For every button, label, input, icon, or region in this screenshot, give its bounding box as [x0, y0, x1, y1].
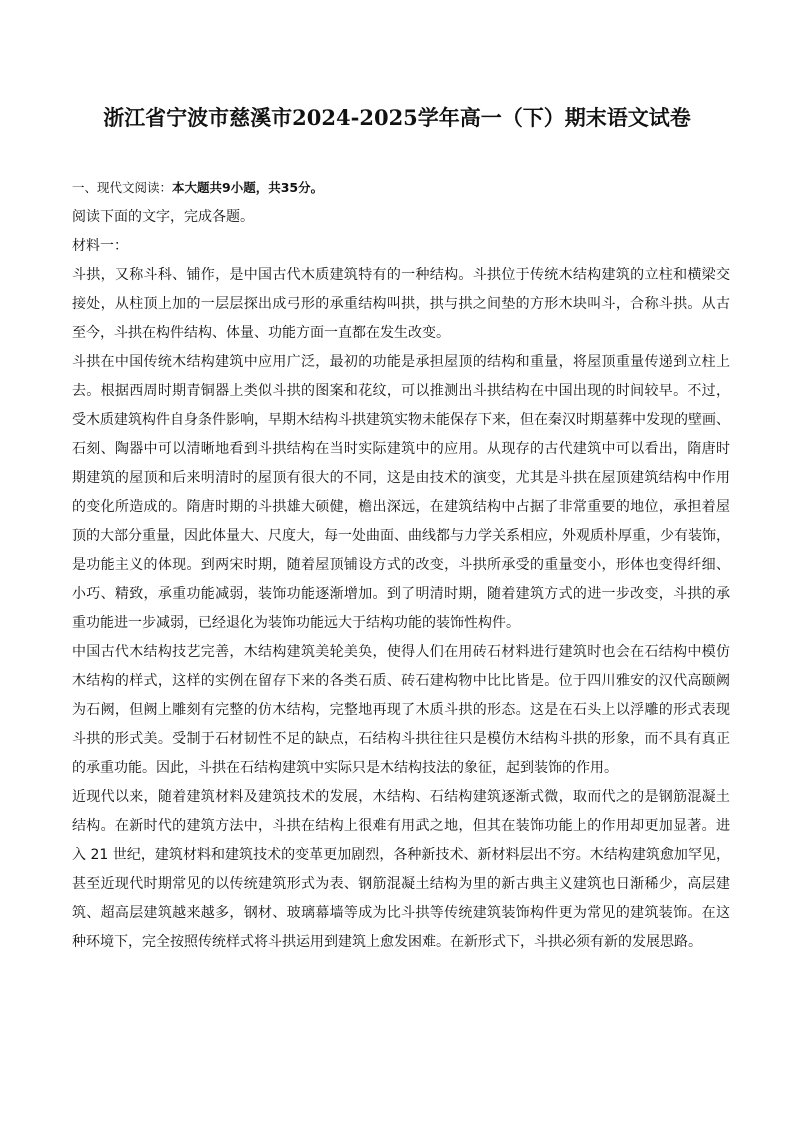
passage-line: 接处，从柱顶上加的一层层探出成弓形的承重结构叫拱，拱与拱之间垫的方形木块叫斗，合称斗拱。从古	[72, 296, 730, 312]
passage-line: 近现代以来，随着建筑材料及建筑技术的发展，木结构、石结构建筑逐渐式微，取而代之的是钢筋混凝土	[72, 789, 730, 805]
material-label: 材料一：	[72, 238, 128, 254]
page-title: 浙江省宁波市慈溪市2024-2025学年高一（下）期末语文试卷	[103, 105, 691, 130]
passage-line: 种环境下，完全按照传统样式将斗拱运用到建筑上愈发困难。在新形式下，斗拱必须有新的发展思路。	[72, 934, 702, 950]
section-heading	[72, 176, 730, 200]
instruction-text: 阅读下面的文字，完成各题。	[72, 209, 254, 225]
passage-line: 石刻、陶器中可以清晰地看到斗拱结构在当时实际建筑中的应用。从现存的古代建筑中可以看出，隋唐时	[72, 441, 730, 457]
passage-line: 顶的大部分重量，因此体量大、尺度大，每一处曲面、曲线都与力学关系相应，外观质朴厚重，少有装饰，	[72, 528, 730, 544]
passage-line: 是功能主义的体现。到两宋时期，随着屋顶铺设方式的改变，斗拱所承受的重量变小，形体也变得纤细、	[72, 557, 730, 573]
section-heading-prefix: 一、现代文阅读：	[72, 180, 173, 195]
passage-line: 期建筑的屋顶和后来明清时的屋顶有很大的不同，这是由技术的演变，尤其是斗拱在屋顶建筑结构中作用	[72, 470, 730, 486]
passage-paragraph	[72, 785, 730, 954]
passage-line: 至今，斗拱在构件结构、体量、功能方面一直都在发生改变。	[72, 325, 450, 341]
passage-line: 中国古代木结构技艺完善，木结构建筑美轮美奂，使得人们在用砖石材料进行建筑时也会在石结构中模仿	[72, 644, 730, 660]
document-body	[72, 176, 730, 959]
passage-line: 斗拱的形式美。受制于石材韧性不足的缺点，石结构斗拱往往只是模仿木结构斗拱的形象，而不具有真正	[72, 731, 730, 747]
passage-line: 筑、超高层建筑越来越多，钢材、玻璃幕墙等成为比斗拱等传统建筑装饰构件更为常见的建筑装饰。在这	[72, 905, 730, 921]
passage-line: 的变化所造成的。隋唐时期的斗拱雄大硕健，檐出深远，在建筑结构中占据了非常重要的地位，承担着屋	[72, 499, 730, 515]
passage-paragraph	[72, 640, 730, 780]
passage-paragraph	[72, 350, 730, 635]
passage-line: 重功能进一步减弱，已经退化为装饰功能远大于结构功能的装饰性构件。	[72, 615, 520, 631]
passage-line: 小巧、精致，承重功能减弱，装饰功能逐渐增加。到了明清时期，随着建筑方式的进一步改变，斗拱的承	[72, 586, 730, 602]
passage-line: 斗拱在中国传统木结构建筑中应用广泛，最初的功能是承担屋顶的结构和重量，将屋顶重量传递到立柱上	[72, 354, 730, 370]
passage-line: 的承重功能。因此，斗拱在石结构建筑中实际只是木结构技法的象征，起到装饰的作用。	[72, 760, 618, 776]
passage-line: 为石阙，但阙上雕刻有完整的仿木结构，完整地再现了木质斗拱的形态。这是在石头上以浮雕的形式表现	[72, 702, 730, 718]
passage-paragraph	[72, 263, 730, 345]
section-heading-detail: 本大题共9小题，共35分。	[172, 180, 324, 195]
passage-line: 斗拱，又称斗科、铺作，是中国古代木质建筑特有的一种结构。斗拱位于传统木结构建筑的立柱和横梁交	[72, 267, 730, 283]
passage-line: 甚至近现代时期常见的以传统建筑形式为表、钢筋混凝土结构为里的新古典主义建筑也日渐稀少，高层建	[72, 876, 730, 892]
passage-line: 结构。在新时代的建筑方法中，斗拱在结构上很难有用武之地，但其在装饰功能上的作用却更加显著。进	[72, 818, 730, 834]
passage	[72, 263, 730, 954]
passage-line: 入 21 世纪，建筑材料和建筑技术的变革更加剧烈，各种新技术、新材料层出不穷。木结构建筑愈加罕见，	[72, 847, 730, 863]
passage-line: 去。根据西周时期青铜器上类似斗拱的图案和花纹，可以推测出斗拱结构在中国出现的时间较早。不过，	[72, 383, 730, 399]
passage-line: 受木质建筑构件自身条件影响，早期木结构斗拱建筑实物未能保存下来，但在秦汉时期墓葬中发现的壁画、	[72, 412, 730, 428]
passage-line: 木结构的样式，这样的实例在留存下来的各类石质、砖石建构物中比比皆是。位于四川雅安的汉代高颐阙	[72, 673, 730, 689]
